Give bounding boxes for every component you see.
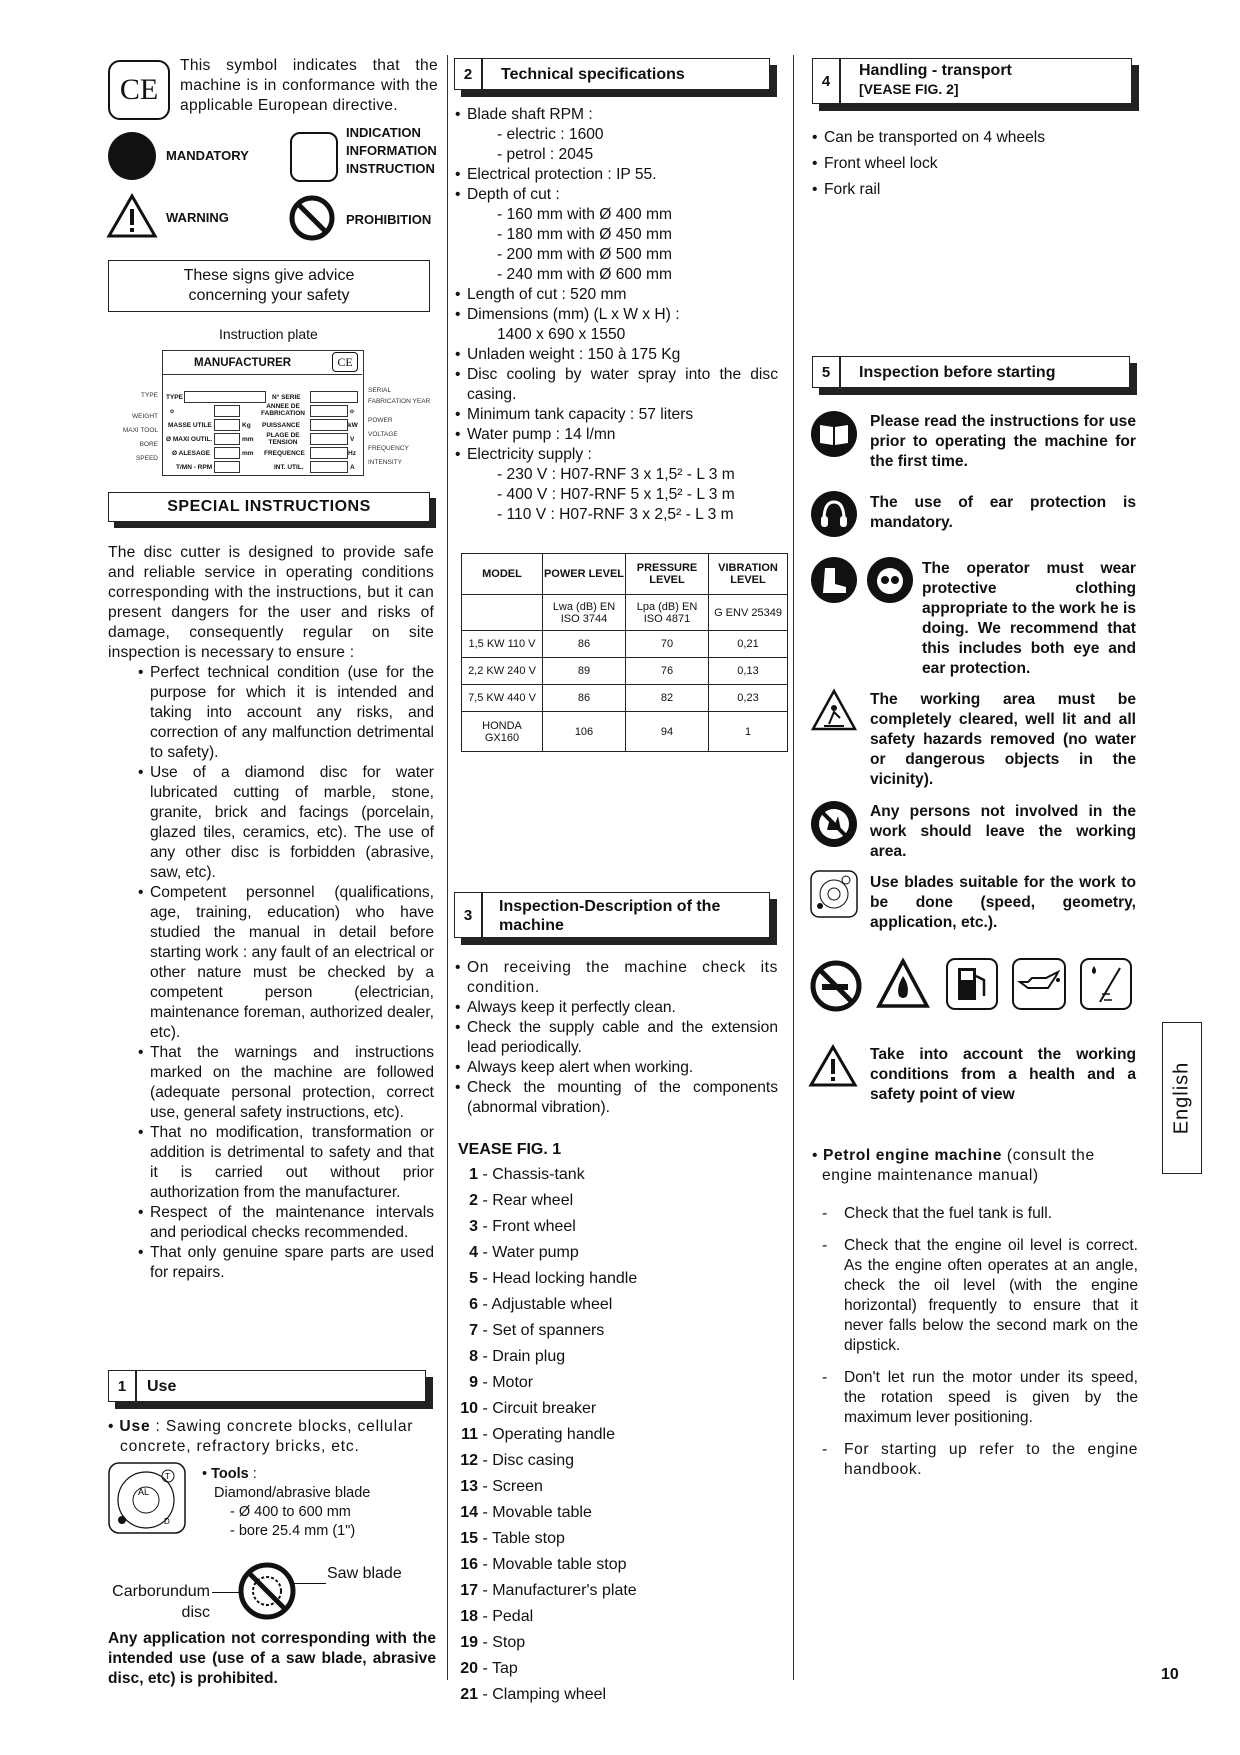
- plate-a: A: [350, 464, 355, 471]
- column-divider: [447, 55, 448, 1680]
- inspection-item: • Always keep it perfectly clean.: [455, 998, 778, 1018]
- table-cell: 1: [709, 712, 788, 752]
- spec-subline: - 160 mm with Ø 400 mm: [497, 206, 673, 223]
- safety-advice-line1: These signs give advice: [183, 267, 355, 284]
- plate-left-bore: BORE: [139, 441, 158, 448]
- list-item: 16 - Movable table stop: [458, 1552, 778, 1578]
- handling-item: • Fork rail: [812, 177, 1132, 203]
- table-cell: 1,5 KW 110 V: [462, 631, 543, 658]
- list-item: 18 - Pedal: [458, 1604, 778, 1630]
- use-section-title: Use: [147, 1377, 177, 1395]
- item-label: Stop: [492, 1634, 526, 1651]
- plate-intutil: INT. UTIL.: [274, 464, 304, 471]
- plate-plage-field: [310, 433, 348, 445]
- plate-intutil-field: [310, 461, 348, 473]
- list-item: 19 - Stop: [458, 1630, 778, 1656]
- table-cell: 94: [626, 712, 709, 752]
- list-item: 9 - Motor: [458, 1370, 778, 1396]
- inspection-title-line1: Inspection-Description of the: [499, 898, 721, 915]
- item-label: Front wheel: [492, 1218, 576, 1235]
- item-label: Adjustable wheel: [491, 1296, 613, 1313]
- use-section-number: 1: [109, 1371, 137, 1401]
- plate-o1: o: [170, 408, 174, 415]
- safety-working-area: The working area must be completely cleared, well lit and all safety hazards removed (no water or dangerous objects in the vicinity).: [870, 691, 1136, 788]
- item-number: 20: [460, 1660, 478, 1677]
- petrol-check-text: For starting up refer to the engine handbook.: [844, 1441, 1138, 1478]
- health-safety-note: Take into account the working conditions from a health and a safety point of view: [870, 1046, 1136, 1103]
- item-label: Table stop: [491, 1530, 565, 1547]
- table-cell: G ENV 25349: [709, 595, 788, 631]
- special-item: • Competent personnel (qualifications, age, training, education) who have studied the manual in detail before starting work : any fault of an electrical or other nature must be checked by a competent person (electrician, maintenance foreman, authorized dealer, etc).: [138, 883, 434, 1043]
- table-cell: 76: [626, 658, 709, 685]
- item-number: 21: [460, 1686, 478, 1703]
- item-label: Drain plug: [492, 1348, 566, 1365]
- table-cell: 86: [543, 631, 626, 658]
- inspection-item: • On receiving the machine check its condition.: [455, 958, 778, 998]
- inspection-item: • Check the mounting of the components (abnormal vibration).: [455, 1078, 778, 1118]
- item-label: Pedal: [492, 1608, 534, 1625]
- handling-item: • Can be transported on 4 wheels: [812, 125, 1132, 151]
- tools-colon: :: [248, 1466, 257, 1482]
- plate-frequence: FREQUENCE: [264, 450, 305, 457]
- list-item: 15 - Table stop: [458, 1526, 778, 1552]
- table-cell: 0,13: [709, 658, 788, 685]
- tools-label: Tools: [211, 1466, 249, 1482]
- handling-title-line1: Handling - transport: [859, 62, 1012, 79]
- tech-spec-list: [455, 105, 778, 525]
- item-number: 4: [469, 1244, 478, 1261]
- list-item: 8 - Drain plug: [458, 1344, 778, 1370]
- item-number: 15: [460, 1530, 478, 1547]
- item-number: 6: [469, 1296, 478, 1313]
- item-number: 5: [469, 1270, 478, 1287]
- safety-advice-box: [108, 260, 430, 312]
- special-item: • Perfect technical condition (use for the purpose for which it is intended and taking into account any risks, and correction of any malfunction detrimental to safety).: [138, 663, 434, 763]
- ce-mark-icon: CE: [108, 60, 170, 120]
- item-label: Chassis-tank: [492, 1166, 585, 1183]
- indication-labels: [346, 124, 437, 178]
- item-label: Head locking handle: [492, 1270, 638, 1287]
- svg-text:D: D: [164, 1517, 170, 1526]
- list-item: 10 - Circuit breaker: [458, 1396, 778, 1422]
- item-number: 8: [469, 1348, 478, 1365]
- plate-right-year: FABRICATION YEAR: [368, 398, 431, 405]
- no-saw-blade-icon: [236, 1560, 298, 1622]
- list-item: 12 - Disc casing: [458, 1448, 778, 1474]
- plate-type-field: [184, 391, 266, 403]
- plate-puissance-field: [310, 419, 348, 431]
- list-item: 1 - Chassis-tank: [458, 1162, 778, 1188]
- instruction-label: INSTRUCTION: [346, 161, 435, 176]
- plate-caption: Instruction plate: [219, 326, 318, 342]
- use-label: Use: [119, 1418, 151, 1435]
- handling-transport-header: [812, 58, 1132, 104]
- inspection-item: • Check the supply cable and the extension lead periodically.: [455, 1018, 778, 1058]
- no-smoking-icon: [810, 960, 862, 1012]
- item-number: 3: [469, 1218, 478, 1235]
- table-header: MODEL: [462, 554, 543, 595]
- safety-boots-icon: [810, 556, 858, 604]
- suitable-blades-icon: [810, 870, 858, 918]
- carbo-pointer: [212, 1592, 240, 1593]
- plate-mm1: mm: [242, 436, 254, 443]
- inspection-description-list: [455, 958, 778, 1118]
- tools-block: [202, 1465, 370, 1541]
- plate-serie: N° SERIE: [272, 394, 301, 401]
- inspection-before-starting-header: [812, 356, 1130, 388]
- safety-advice-line2: concerning your safety: [188, 287, 350, 304]
- table-cell: 89: [543, 658, 626, 685]
- table-cell: Lwa (dB) EN ISO 3744: [543, 595, 626, 631]
- inspection-item: • Always keep alert when working.: [455, 1058, 778, 1078]
- plate-right-power: POWER: [368, 417, 393, 424]
- vease-fig1-list: [458, 1162, 778, 1708]
- special-item: • Use of a diamond disc for water lubricated cutting of marble, stone, granite, brick and facings (porcelain, glazed tiles, ceramics, etc). The use of any other disc is forbidden (abrasive, saw, etc).: [138, 763, 434, 883]
- plate-serie-field: [310, 391, 358, 403]
- list-item: 11 - Operating handle: [458, 1422, 778, 1448]
- item-label: Clamping wheel: [492, 1686, 607, 1703]
- table-cell: Lpa (dB) EN ISO 4871: [626, 595, 709, 631]
- indication-icon: [290, 132, 338, 182]
- table-cell: [462, 595, 543, 631]
- prohibition-label: PROHIBITION: [346, 212, 432, 227]
- list-item: 2 - Rear wheel: [458, 1188, 778, 1214]
- plate-left-speed: SPEED: [135, 455, 158, 462]
- spec-subline: - 110 V : H07-RNF 3 x 2,5² - L 3 m: [497, 506, 734, 523]
- plate-left-type: TYPE: [141, 392, 158, 399]
- tool-blade-icon: [108, 1462, 186, 1534]
- list-item: 7 - Set of spanners: [458, 1318, 778, 1344]
- spec-subline: - electric : 1600: [497, 126, 604, 143]
- plate-year-field: [214, 405, 240, 417]
- list-item: 13 - Screen: [458, 1474, 778, 1500]
- petrol-check-item: - Check that the engine oil level is correct. As the engine often operates at an angle, check the oil level (with the engine horizontal) frequently to ensure that it never falls below the second mark on the dipstick.: [822, 1237, 1138, 1354]
- petrol-check-text: Check that the fuel tank is full.: [844, 1205, 1053, 1222]
- table-cell: 86: [543, 685, 626, 712]
- plate-annee: ANNEE DE FABRICATION: [261, 403, 305, 417]
- petrol-check-item: - For starting up refer to the engine handbook.: [822, 1441, 1138, 1478]
- tools-line1: Diamond/abrasive blade: [214, 1485, 371, 1501]
- table-cell: 106: [543, 712, 626, 752]
- plate-hz: Hz: [348, 450, 356, 457]
- item-label: Motor: [492, 1374, 534, 1391]
- svg-text:T: T: [165, 1472, 170, 1481]
- handling-title: [859, 59, 1012, 103]
- saw-blade-pointer: [292, 1583, 326, 1584]
- handling-item: • Front wheel lock: [812, 151, 1132, 177]
- list-item: 5 - Head locking handle: [458, 1266, 778, 1292]
- handling-number: 4: [813, 59, 841, 103]
- table-cell: 7,5 KW 440 V: [462, 685, 543, 712]
- page-number: 10: [1161, 1666, 1179, 1683]
- special-item: • That the warnings and instructions marked on the machine are followed (adequate personal protection, correct use, general safety instructions, etc).: [138, 1043, 434, 1123]
- list-item: 3 - Front wheel: [458, 1214, 778, 1240]
- list-item: 20 - Tap: [458, 1656, 778, 1682]
- safety-persons-leave: Any persons not involved in the work should leave the working area.: [870, 803, 1136, 860]
- table-cell: HONDA GX160: [462, 712, 543, 752]
- petrol-checks-list: [822, 1204, 1138, 1480]
- table-cell: 82: [626, 685, 709, 712]
- no-persons-icon: [810, 800, 858, 848]
- plate-puissance: PUISSANCE: [262, 422, 300, 429]
- use-text: : Sawing concrete blocks, cellular concrete, refractory bricks, etc.: [120, 1418, 414, 1455]
- table-row: [462, 712, 788, 752]
- inspection-description-header: [454, 892, 770, 938]
- warning-icon: [106, 193, 158, 239]
- item-label: Movable table: [492, 1504, 592, 1521]
- tech-spec-header: [454, 58, 770, 90]
- svg-text:AL: AL: [138, 1487, 150, 1497]
- plate-line: [162, 374, 362, 375]
- carbo-line2: disc: [181, 1604, 210, 1621]
- plate-ce-icon: CE: [332, 352, 358, 372]
- information-label: INFORMATION: [346, 143, 437, 158]
- plate-right-intensity: INTENSITY: [368, 459, 402, 466]
- spec-line: • Minimum tank capacity : 57 liters: [455, 405, 778, 425]
- plate-kg: Kg: [242, 422, 251, 429]
- plate-v: V: [350, 436, 355, 443]
- item-number: 2: [469, 1192, 478, 1209]
- petrol-check-item: - Don't let run the motor under its speed, the rotation speed is given by the maximum lever positioning.: [822, 1369, 1138, 1426]
- prohibited-use-note: Any application not corresponding with the intended use (use of a saw blade, abrasive disc, etc) is prohibited.: [108, 1630, 436, 1687]
- spec-line: • Length of cut : 520 mm: [455, 285, 778, 305]
- spec-line: • Blade shaft RPM :: [455, 105, 778, 125]
- table-header: POWER LEVEL: [543, 554, 626, 595]
- tools-line3: - bore 25.4 mm (1"): [230, 1523, 356, 1539]
- column-divider: [793, 55, 794, 1680]
- petrol-check-text: Check that the engine oil level is correct. As the engine often operates at an angle, check the oil level (with the engine horizontal) frequently to ensure that it never falls below the second mark on the dipstick.: [844, 1237, 1138, 1354]
- table-cell: 0,23: [709, 685, 788, 712]
- spec-line: • Depth of cut :: [455, 185, 778, 205]
- mandatory-label: MANDATORY: [166, 148, 249, 163]
- item-number: 16: [460, 1556, 478, 1573]
- table-header: PRESSURE LEVEL: [626, 554, 709, 595]
- flammable-warning-icon: [876, 958, 930, 1010]
- plate-right-voltage: VOLTAGE: [368, 431, 398, 438]
- use-section-header: [108, 1370, 426, 1402]
- list-item: 6 - Adjustable wheel: [458, 1292, 778, 1318]
- oil-can-icon: [1012, 958, 1066, 1010]
- warning-label: WARNING: [166, 210, 229, 225]
- list-item: 14 - Movable table: [458, 1500, 778, 1526]
- plate-alesage-field: [214, 447, 240, 459]
- table-cell: 0,21: [709, 631, 788, 658]
- indication-label: INDICATION: [346, 125, 421, 140]
- fuel-pump-icon: [946, 958, 998, 1010]
- petrol-check-item: - Check that the fuel tank is full.: [822, 1205, 1053, 1222]
- plate-kw: kW: [348, 422, 358, 429]
- plate-tmn: T/MN - RPM: [176, 464, 213, 471]
- spec-line: • Electrical protection : IP 55.: [455, 165, 778, 185]
- item-label: Rear wheel: [492, 1192, 574, 1209]
- special-intro: The disc cutter is designed to provide safe and reliable service in operating conditions corresponding with the instructions, but it can present dangers for the user and risks of damage, consequently regular on site inspection is necessary to ensure :: [108, 544, 434, 661]
- item-label: Movable table stop: [492, 1556, 627, 1573]
- tools-line2: - Ø 400 to 600 mm: [230, 1504, 351, 1520]
- table-row: [462, 685, 788, 712]
- ce-description: This symbol indicates that the machine is in conformance with the applicable European directive.: [180, 57, 438, 114]
- item-label: Circuit breaker: [492, 1400, 597, 1417]
- item-number: 9: [469, 1374, 478, 1391]
- petrol-check-text: Don't let run the motor under its speed, the rotation speed is given by the maximum lever positioning.: [844, 1369, 1138, 1426]
- plate-tmn-field: [214, 461, 240, 473]
- inspection-title-line2: machine: [499, 917, 564, 934]
- item-label: Screen: [492, 1478, 543, 1495]
- spec-subline: - 230 V : H07-RNF 3 x 1,5² - L 3 m: [497, 466, 735, 483]
- handling-title-line2: [VEASE FIG. 2]: [859, 81, 959, 97]
- list-item: 21 - Clamping wheel: [458, 1682, 778, 1708]
- plate-right-labels: [368, 384, 444, 470]
- item-number: 13: [460, 1478, 478, 1495]
- list-item: 17 - Manufacturer's plate: [458, 1578, 778, 1604]
- plate-masse-field: [214, 419, 240, 431]
- spec-line: • Electricity supply :: [455, 445, 778, 465]
- tech-spec-number: 2: [455, 59, 483, 89]
- carbo-line1: Carborundum: [112, 1583, 210, 1600]
- item-number: 19: [460, 1634, 478, 1651]
- tech-spec-title: Technical specifications: [501, 65, 685, 83]
- face-protection-icon: [866, 556, 914, 604]
- plate-left-maxitool: MAXI TOOL: [122, 427, 158, 434]
- item-number: 10: [460, 1400, 478, 1417]
- spec-subline: - 240 mm with Ø 600 mm: [497, 266, 673, 283]
- special-list: [138, 663, 434, 1283]
- safety-protective-clothing: The operator must wear protective clothing appropriate to the work he is doing. We recommend that this includes both eye and ear protection.: [922, 560, 1136, 677]
- plate-right-frequency: FREQUENCY: [368, 445, 409, 452]
- spec-line: • Unladen weight : 150 à 175 Kg: [455, 345, 778, 365]
- item-number: 18: [460, 1608, 478, 1625]
- item-number: 11: [461, 1426, 478, 1443]
- petrol-engine-rest: (consult the engine maintenance manual): [822, 1147, 1095, 1184]
- mandatory-icon: [108, 132, 156, 180]
- prohibition-icon: [288, 194, 336, 242]
- item-number: 12: [460, 1452, 478, 1469]
- carbo-label: [100, 1581, 210, 1623]
- list-item: 4 - Water pump: [458, 1240, 778, 1266]
- plate-left-labels: [106, 381, 158, 466]
- spec-subline: - 180 mm with Ø 450 mm: [497, 226, 673, 243]
- inspection-description-number: 3: [455, 893, 483, 937]
- item-label: Operating handle: [492, 1426, 615, 1443]
- safety-suitable-blades: Use blades suitable for the work to be done (speed, geometry, application, etc.).: [870, 874, 1136, 931]
- table-header: VIBRATION LEVEL: [709, 554, 788, 595]
- item-label: Tap: [491, 1660, 518, 1677]
- item-label: Disc casing: [492, 1452, 575, 1469]
- table-cell: 2,2 KW 240 V: [462, 658, 543, 685]
- inspection-description-title: [499, 893, 720, 937]
- spec-line: • Dimensions (mm) (L x W x H) :: [455, 305, 778, 325]
- item-label: Water pump: [492, 1244, 579, 1261]
- item-number: 17: [460, 1582, 478, 1599]
- plate-year-field2: [310, 405, 348, 417]
- use-description: • Use : Sawing concrete blocks, cellular concrete, refractory bricks, etc.: [108, 1418, 414, 1455]
- item-label: Manufacturer's plate: [492, 1582, 637, 1599]
- plate-mm2: mm: [242, 450, 254, 457]
- cleared-area-warning-icon: [810, 688, 858, 732]
- plate-left-weight: WEIGHT: [132, 413, 158, 420]
- spec-subline: - petrol : 2045: [497, 146, 594, 163]
- petrol-engine-bold: Petrol engine machine: [823, 1147, 1002, 1164]
- table-cell: 70: [626, 631, 709, 658]
- before-title: Inspection before starting: [859, 363, 1056, 381]
- table-row: [462, 658, 788, 685]
- special-instructions-header: SPECIAL INSTRUCTIONS: [108, 492, 430, 522]
- special-item: • That no modification, transformation or addition is detrimental to safety and that it is carried out without prior authorization from the manufacturer.: [138, 1123, 434, 1203]
- table-header-row: [462, 554, 788, 595]
- read-manual-icon: [810, 410, 858, 458]
- spec-line: • Water pump : 14 l/mn: [455, 425, 778, 445]
- plate-right-serial: SERIAL: [368, 387, 392, 394]
- health-safety-warning-icon: [808, 1044, 858, 1088]
- table-row: [462, 631, 788, 658]
- saw-blade-label: Saw blade: [327, 1565, 402, 1582]
- oil-level-icon: [1080, 958, 1132, 1010]
- special-item: • Respect of the maintenance intervals and periodical checks recommended.: [138, 1203, 434, 1243]
- item-number: 1: [469, 1166, 478, 1183]
- spec-subline: - 200 mm with Ø 500 mm: [497, 246, 673, 263]
- language-tab-label: English: [1170, 1061, 1193, 1135]
- handling-list: [812, 125, 1132, 203]
- plate-alesage: Ø ALESAGE: [172, 450, 211, 457]
- safety-read-instructions: Please read the instructions for use prior to operating the machine for the first time.: [870, 413, 1136, 470]
- spec-subline: 1400 x 690 x 1550: [497, 326, 626, 343]
- plate-frequence-field: [310, 447, 348, 459]
- petrol-engine-heading: • Petrol engine machine (consult the engine maintenance manual): [812, 1147, 1095, 1184]
- item-number: 7: [469, 1322, 478, 1339]
- spec-subline: - 400 V : H07-RNF 5 x 1,5² - L 3 m: [497, 486, 735, 503]
- before-number: 5: [813, 357, 841, 387]
- safety-ear-protection: The use of ear protection is mandatory.: [870, 494, 1136, 531]
- plate-maxi: Ø MAXI OUTIL.: [166, 436, 213, 443]
- spec-line: • Disc cooling by water spray into the disc casing.: [455, 365, 778, 405]
- tools-heading: • Tools :: [202, 1466, 257, 1482]
- table-units-row: [462, 595, 788, 631]
- ear-protection-icon: [810, 490, 858, 538]
- plate-plage: PLAGE DE TENSION: [266, 432, 300, 446]
- vease-fig1-title: VEASE FIG. 1: [458, 1141, 562, 1158]
- plate-masse: MASSE UTILE: [168, 422, 212, 429]
- item-number: 14: [460, 1504, 478, 1521]
- plate-o2: o: [350, 408, 354, 415]
- plate-type: TYPE: [166, 394, 183, 401]
- plate-manufacturer: MANUFACTURER: [194, 357, 292, 369]
- noise-vibration-table: [461, 553, 788, 752]
- special-item: • That only genuine spare parts are used for repairs.: [138, 1243, 434, 1283]
- language-tab: [1162, 1022, 1202, 1174]
- plate-maxi-field: [214, 433, 240, 445]
- item-label: Set of spanners: [492, 1322, 605, 1339]
- instruction-plate: [106, 350, 444, 474]
